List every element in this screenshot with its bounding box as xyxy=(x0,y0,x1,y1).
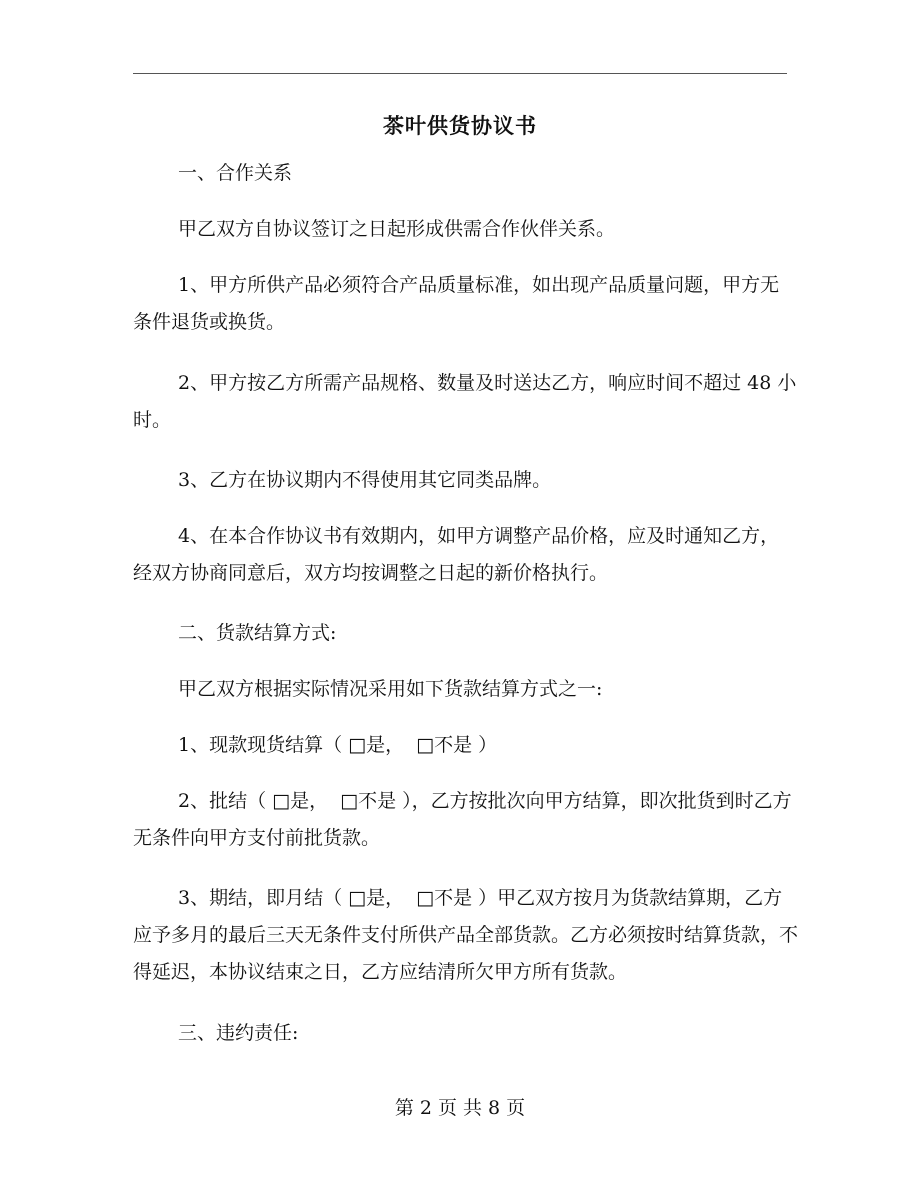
clause-1-quality: 1、甲方所供产品必须符合产品质量标准，如出现产品质量问题，甲方无条件退货或换货。 xyxy=(133,274,780,333)
paragraph: 甲乙双方根据实际情况采用如下货款结算方式之一: xyxy=(178,678,603,700)
paragraph: 甲乙双方自协议签订之日起形成供需合作伙伴关系。 xyxy=(178,218,616,240)
payment-option-batch: 2、批结（ □是， □不是 ），乙方按批次向甲方结算，即次批货到时乙方无条件向甲方支付前批货款。 xyxy=(133,790,792,849)
payment-option-monthly: 3、期结，即月结（ □是， □不是 ）甲乙双方按月为货款结算期，乙方应予多月的最后三天无条件支付所供产品全部货款。乙方必须按时结算货款，不得延迟，本协议结束之日，乙方应结清所欠甲方所有货款。 xyxy=(133,887,799,983)
clause-4-pricing: 4、在本合作协议书有效期内，如甲方调整产品价格，应及时通知乙方，经双方协商同意后，双方均按调整之日起的新价格执行。 xyxy=(133,525,780,584)
clause-2-delivery: 2、甲方按乙方所需产品规格、数量及时送达乙方，响应时间不超过 48 小时。 xyxy=(133,372,797,431)
clause-3-exclusivity: 3、乙方在协议期内不得使用其它同类品牌。 xyxy=(178,469,552,491)
header-rule xyxy=(133,73,787,74)
page-number xyxy=(0,1093,920,1120)
document-title: 茶叶供货协议书 xyxy=(383,113,537,138)
payment-option-cash: 1、现款现货结算（ □是， □不是 ） xyxy=(178,734,498,756)
section-heading-liability: 三、违约责任: xyxy=(178,1022,299,1044)
page-number-label: 第 2 页 共 8 页 xyxy=(394,1097,526,1119)
section-heading-cooperation: 一、合作关系 xyxy=(178,162,293,184)
section-heading-payment: 二、货款结算方式: xyxy=(178,622,337,644)
